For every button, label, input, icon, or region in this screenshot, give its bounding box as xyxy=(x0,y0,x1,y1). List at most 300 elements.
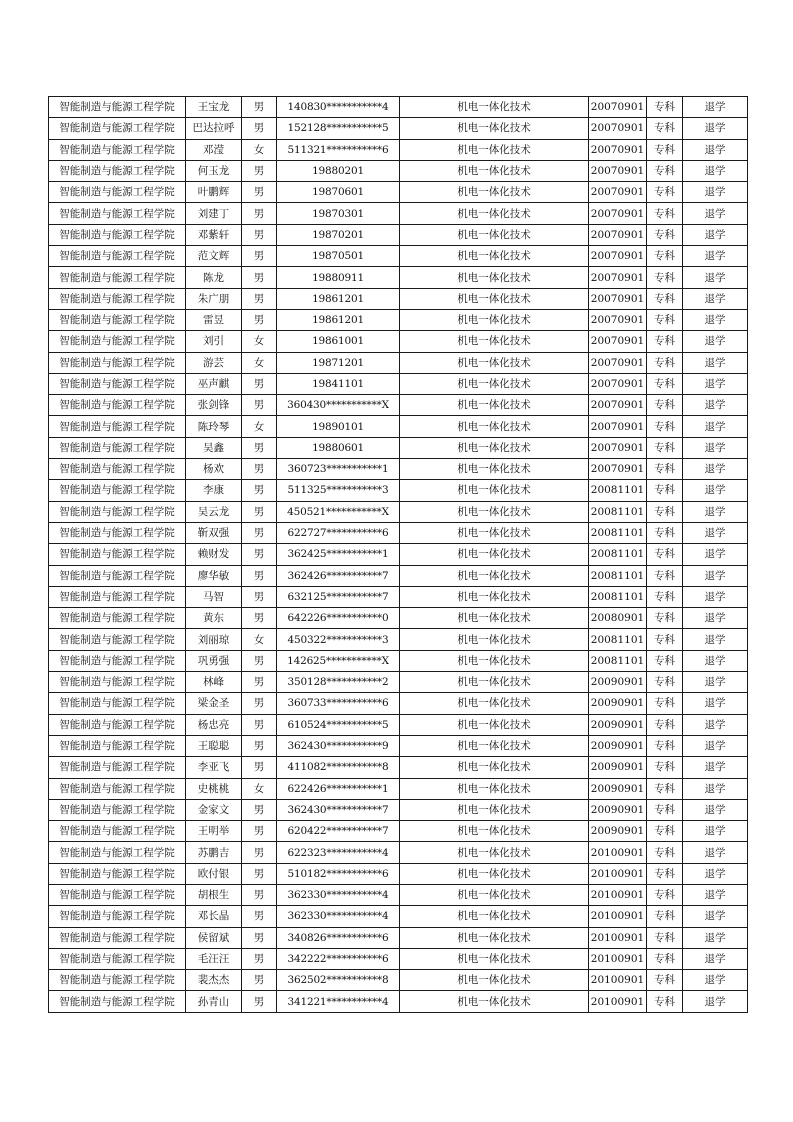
gender-cell: 女 xyxy=(242,629,277,650)
enrollment-date-cell: 20100901 xyxy=(589,948,647,969)
table-row xyxy=(49,586,748,607)
education-level-cell: 专科 xyxy=(647,948,683,969)
student-name-cell: 范文辉 xyxy=(186,246,242,267)
student-name-cell: 林峰 xyxy=(186,672,242,693)
student-name-cell: 游芸 xyxy=(186,352,242,373)
student-name-cell: 李亚飞 xyxy=(186,757,242,778)
education-level-cell: 专科 xyxy=(647,160,683,181)
education-level-cell: 专科 xyxy=(647,352,683,373)
table-row xyxy=(49,224,748,245)
student-name-cell: 靳双强 xyxy=(186,522,242,543)
status-cell: 退学 xyxy=(683,714,748,735)
status-cell: 退学 xyxy=(683,948,748,969)
student-name-cell: 巴达拉呼 xyxy=(186,118,242,139)
education-level-cell: 专科 xyxy=(647,203,683,224)
gender-cell: 男 xyxy=(242,203,277,224)
table-row xyxy=(49,906,748,927)
student-name-cell: 史桃桃 xyxy=(186,778,242,799)
status-cell: 退学 xyxy=(683,352,748,373)
enrollment-date-cell: 20100901 xyxy=(589,927,647,948)
education-level-cell: 专科 xyxy=(647,97,683,118)
status-cell: 退学 xyxy=(683,757,748,778)
major-cell: 机电一体化技术 xyxy=(400,437,589,458)
id-number-cell: 19870301 xyxy=(277,203,400,224)
enrollment-date-cell: 20070901 xyxy=(589,352,647,373)
gender-cell: 男 xyxy=(242,160,277,181)
enrollment-date-cell: 20070901 xyxy=(589,139,647,160)
student-name-cell: 马智 xyxy=(186,586,242,607)
education-level-cell: 专科 xyxy=(647,991,683,1012)
status-cell: 退学 xyxy=(683,267,748,288)
college-cell: 智能制造与能源工程学院 xyxy=(49,437,186,458)
gender-cell: 男 xyxy=(242,480,277,501)
major-cell: 机电一体化技术 xyxy=(400,522,589,543)
student-name-cell: 邓滢 xyxy=(186,139,242,160)
gender-cell: 男 xyxy=(242,991,277,1012)
status-cell: 退学 xyxy=(683,395,748,416)
education-level-cell: 专科 xyxy=(647,672,683,693)
college-cell: 智能制造与能源工程学院 xyxy=(49,139,186,160)
college-cell: 智能制造与能源工程学院 xyxy=(49,714,186,735)
education-level-cell: 专科 xyxy=(647,522,683,543)
enrollment-date-cell: 20081101 xyxy=(589,544,647,565)
student-name-cell: 胡根生 xyxy=(186,884,242,905)
college-cell: 智能制造与能源工程学院 xyxy=(49,970,186,991)
gender-cell: 男 xyxy=(242,735,277,756)
table-row xyxy=(49,139,748,160)
enrollment-date-cell: 20090901 xyxy=(589,735,647,756)
college-cell: 智能制造与能源工程学院 xyxy=(49,182,186,203)
id-number-cell: 362430***********9 xyxy=(277,735,400,756)
college-cell: 智能制造与能源工程学院 xyxy=(49,395,186,416)
status-cell: 退学 xyxy=(683,629,748,650)
gender-cell: 男 xyxy=(242,799,277,820)
id-number-cell: 622323***********4 xyxy=(277,842,400,863)
status-cell: 退学 xyxy=(683,672,748,693)
student-name-cell: 王宝龙 xyxy=(186,97,242,118)
student-name-cell: 裴杰杰 xyxy=(186,970,242,991)
enrollment-date-cell: 20100901 xyxy=(589,842,647,863)
college-cell: 智能制造与能源工程学院 xyxy=(49,459,186,480)
id-number-cell: 362430***********7 xyxy=(277,799,400,820)
education-level-cell: 专科 xyxy=(647,906,683,927)
status-cell: 退学 xyxy=(683,586,748,607)
status-cell: 退学 xyxy=(683,118,748,139)
education-level-cell: 专科 xyxy=(647,650,683,671)
college-cell: 智能制造与能源工程学院 xyxy=(49,672,186,693)
major-cell: 机电一体化技术 xyxy=(400,650,589,671)
status-cell: 退学 xyxy=(683,309,748,330)
enrollment-date-cell: 20070901 xyxy=(589,437,647,458)
id-number-cell: 362502***********8 xyxy=(277,970,400,991)
table-row xyxy=(49,160,748,181)
college-cell: 智能制造与能源工程学院 xyxy=(49,608,186,629)
college-cell: 智能制造与能源工程学院 xyxy=(49,501,186,522)
table-row xyxy=(49,842,748,863)
enrollment-date-cell: 20090901 xyxy=(589,693,647,714)
major-cell: 机电一体化技术 xyxy=(400,608,589,629)
enrollment-date-cell: 20090901 xyxy=(589,714,647,735)
education-level-cell: 专科 xyxy=(647,309,683,330)
college-cell: 智能制造与能源工程学院 xyxy=(49,224,186,245)
gender-cell: 男 xyxy=(242,863,277,884)
major-cell: 机电一体化技术 xyxy=(400,884,589,905)
college-cell: 智能制造与能源工程学院 xyxy=(49,948,186,969)
student-name-cell: 侯留斌 xyxy=(186,927,242,948)
enrollment-date-cell: 20081101 xyxy=(589,501,647,522)
enrollment-date-cell: 20070901 xyxy=(589,416,647,437)
college-cell: 智能制造与能源工程学院 xyxy=(49,352,186,373)
gender-cell: 男 xyxy=(242,821,277,842)
id-number-cell: 510182***********6 xyxy=(277,863,400,884)
college-cell: 智能制造与能源工程学院 xyxy=(49,629,186,650)
table-row xyxy=(49,373,748,394)
gender-cell: 男 xyxy=(242,182,277,203)
table-row xyxy=(49,97,748,118)
major-cell: 机电一体化技术 xyxy=(400,352,589,373)
major-cell: 机电一体化技术 xyxy=(400,693,589,714)
major-cell: 机电一体化技术 xyxy=(400,459,589,480)
status-cell: 退学 xyxy=(683,778,748,799)
major-cell: 机电一体化技术 xyxy=(400,118,589,139)
id-number-cell: 622727***********6 xyxy=(277,522,400,543)
table-row xyxy=(49,480,748,501)
education-level-cell: 专科 xyxy=(647,416,683,437)
table-row xyxy=(49,203,748,224)
student-name-cell: 巫声麒 xyxy=(186,373,242,394)
student-name-cell: 王明举 xyxy=(186,821,242,842)
major-cell: 机电一体化技术 xyxy=(400,629,589,650)
college-cell: 智能制造与能源工程学院 xyxy=(49,118,186,139)
major-cell: 机电一体化技术 xyxy=(400,842,589,863)
table-row xyxy=(49,395,748,416)
gender-cell: 男 xyxy=(242,757,277,778)
enrollment-date-cell: 20070901 xyxy=(589,118,647,139)
table-row xyxy=(49,821,748,842)
id-number-cell: 140830***********4 xyxy=(277,97,400,118)
table-row xyxy=(49,650,748,671)
major-cell: 机电一体化技术 xyxy=(400,331,589,352)
education-level-cell: 专科 xyxy=(647,246,683,267)
education-level-cell: 专科 xyxy=(647,501,683,522)
enrollment-date-cell: 20100901 xyxy=(589,863,647,884)
education-level-cell: 专科 xyxy=(647,608,683,629)
student-name-cell: 梁金圣 xyxy=(186,693,242,714)
college-cell: 智能制造与能源工程学院 xyxy=(49,906,186,927)
student-name-cell: 雷昱 xyxy=(186,309,242,330)
status-cell: 退学 xyxy=(683,821,748,842)
id-number-cell: 620422***********7 xyxy=(277,821,400,842)
major-cell: 机电一体化技术 xyxy=(400,970,589,991)
table-row xyxy=(49,757,748,778)
id-number-cell: 511321***********6 xyxy=(277,139,400,160)
table-row xyxy=(49,288,748,309)
id-number-cell: 350128***********2 xyxy=(277,672,400,693)
education-level-cell: 专科 xyxy=(647,714,683,735)
gender-cell: 男 xyxy=(242,693,277,714)
gender-cell: 男 xyxy=(242,927,277,948)
status-cell: 退学 xyxy=(683,97,748,118)
status-cell: 退学 xyxy=(683,991,748,1012)
status-cell: 退学 xyxy=(683,182,748,203)
major-cell: 机电一体化技术 xyxy=(400,97,589,118)
education-level-cell: 专科 xyxy=(647,267,683,288)
id-number-cell: 360733***********6 xyxy=(277,693,400,714)
college-cell: 智能制造与能源工程学院 xyxy=(49,267,186,288)
enrollment-date-cell: 20090901 xyxy=(589,757,647,778)
major-cell: 机电一体化技术 xyxy=(400,203,589,224)
status-cell: 退学 xyxy=(683,970,748,991)
student-name-cell: 毛汪汪 xyxy=(186,948,242,969)
status-cell: 退学 xyxy=(683,373,748,394)
status-cell: 退学 xyxy=(683,544,748,565)
enrollment-date-cell: 20081101 xyxy=(589,565,647,586)
enrollment-date-cell: 20070901 xyxy=(589,224,647,245)
gender-cell: 男 xyxy=(242,672,277,693)
gender-cell: 男 xyxy=(242,288,277,309)
table-row xyxy=(49,416,748,437)
status-cell: 退学 xyxy=(683,863,748,884)
status-cell: 退学 xyxy=(683,501,748,522)
college-cell: 智能制造与能源工程学院 xyxy=(49,373,186,394)
education-level-cell: 专科 xyxy=(647,139,683,160)
student-name-cell: 刘建丁 xyxy=(186,203,242,224)
student-name-cell: 叶鹏辉 xyxy=(186,182,242,203)
table-row xyxy=(49,522,748,543)
education-level-cell: 专科 xyxy=(647,544,683,565)
enrollment-date-cell: 20070901 xyxy=(589,373,647,394)
enrollment-date-cell: 20081101 xyxy=(589,480,647,501)
gender-cell: 女 xyxy=(242,139,277,160)
table-row xyxy=(49,735,748,756)
major-cell: 机电一体化技术 xyxy=(400,416,589,437)
gender-cell: 男 xyxy=(242,544,277,565)
gender-cell: 男 xyxy=(242,608,277,629)
major-cell: 机电一体化技术 xyxy=(400,309,589,330)
college-cell: 智能制造与能源工程学院 xyxy=(49,565,186,586)
table-row xyxy=(49,501,748,522)
gender-cell: 男 xyxy=(242,906,277,927)
gender-cell: 男 xyxy=(242,970,277,991)
gender-cell: 女 xyxy=(242,416,277,437)
status-cell: 退学 xyxy=(683,288,748,309)
enrollment-date-cell: 20070901 xyxy=(589,331,647,352)
major-cell: 机电一体化技术 xyxy=(400,821,589,842)
college-cell: 智能制造与能源工程学院 xyxy=(49,778,186,799)
table-row xyxy=(49,693,748,714)
id-number-cell: 19880201 xyxy=(277,160,400,181)
enrollment-date-cell: 20070901 xyxy=(589,395,647,416)
table-row xyxy=(49,246,748,267)
table-row xyxy=(49,352,748,373)
status-cell: 退学 xyxy=(683,437,748,458)
major-cell: 机电一体化技术 xyxy=(400,906,589,927)
major-cell: 机电一体化技术 xyxy=(400,182,589,203)
student-name-cell: 黄东 xyxy=(186,608,242,629)
college-cell: 智能制造与能源工程学院 xyxy=(49,309,186,330)
table-row xyxy=(49,799,748,820)
id-number-cell: 19870501 xyxy=(277,246,400,267)
major-cell: 机电一体化技术 xyxy=(400,139,589,160)
student-name-cell: 刘引 xyxy=(186,331,242,352)
student-name-cell: 吴云龙 xyxy=(186,501,242,522)
id-number-cell: 19861201 xyxy=(277,309,400,330)
gender-cell: 男 xyxy=(242,565,277,586)
college-cell: 智能制造与能源工程学院 xyxy=(49,288,186,309)
withdrawal-roster-table xyxy=(48,96,748,1013)
major-cell: 机电一体化技术 xyxy=(400,586,589,607)
table-row xyxy=(49,629,748,650)
id-number-cell: 19861201 xyxy=(277,288,400,309)
college-cell: 智能制造与能源工程学院 xyxy=(49,927,186,948)
college-cell: 智能制造与能源工程学院 xyxy=(49,799,186,820)
education-level-cell: 专科 xyxy=(647,778,683,799)
student-name-cell: 吴鑫 xyxy=(186,437,242,458)
status-cell: 退学 xyxy=(683,416,748,437)
college-cell: 智能制造与能源工程学院 xyxy=(49,480,186,501)
enrollment-date-cell: 20081101 xyxy=(589,522,647,543)
student-name-cell: 赖财发 xyxy=(186,544,242,565)
education-level-cell: 专科 xyxy=(647,288,683,309)
id-number-cell: 19870601 xyxy=(277,182,400,203)
college-cell: 智能制造与能源工程学院 xyxy=(49,416,186,437)
gender-cell: 男 xyxy=(242,586,277,607)
table-row xyxy=(49,884,748,905)
table-row xyxy=(49,714,748,735)
status-cell: 退学 xyxy=(683,927,748,948)
table-row xyxy=(49,608,748,629)
college-cell: 智能制造与能源工程学院 xyxy=(49,586,186,607)
id-number-cell: 19880911 xyxy=(277,267,400,288)
major-cell: 机电一体化技术 xyxy=(400,927,589,948)
roster-body xyxy=(49,97,748,1013)
table-row xyxy=(49,970,748,991)
status-cell: 退学 xyxy=(683,480,748,501)
enrollment-date-cell: 20070901 xyxy=(589,459,647,480)
education-level-cell: 专科 xyxy=(647,586,683,607)
gender-cell: 男 xyxy=(242,459,277,480)
id-number-cell: 342222***********6 xyxy=(277,948,400,969)
enrollment-date-cell: 20081101 xyxy=(589,586,647,607)
table-row xyxy=(49,565,748,586)
college-cell: 智能制造与能源工程学院 xyxy=(49,97,186,118)
table-row xyxy=(49,437,748,458)
gender-cell: 男 xyxy=(242,842,277,863)
id-number-cell: 610524***********5 xyxy=(277,714,400,735)
college-cell: 智能制造与能源工程学院 xyxy=(49,246,186,267)
student-name-cell: 陈龙 xyxy=(186,267,242,288)
education-level-cell: 专科 xyxy=(647,182,683,203)
table-row xyxy=(49,459,748,480)
id-number-cell: 362330***********4 xyxy=(277,906,400,927)
student-name-cell: 朱广朋 xyxy=(186,288,242,309)
student-name-cell: 孙青山 xyxy=(186,991,242,1012)
student-name-cell: 王聪聪 xyxy=(186,735,242,756)
student-name-cell: 巩勇强 xyxy=(186,650,242,671)
education-level-cell: 专科 xyxy=(647,970,683,991)
major-cell: 机电一体化技术 xyxy=(400,735,589,756)
major-cell: 机电一体化技术 xyxy=(400,799,589,820)
enrollment-date-cell: 20090901 xyxy=(589,778,647,799)
student-name-cell: 杨欢 xyxy=(186,459,242,480)
major-cell: 机电一体化技术 xyxy=(400,991,589,1012)
gender-cell: 男 xyxy=(242,501,277,522)
enrollment-date-cell: 20070901 xyxy=(589,309,647,330)
id-number-cell: 341221***********4 xyxy=(277,991,400,1012)
education-level-cell: 专科 xyxy=(647,395,683,416)
gender-cell: 男 xyxy=(242,650,277,671)
gender-cell: 男 xyxy=(242,948,277,969)
id-number-cell: 360430***********X xyxy=(277,395,400,416)
table-row xyxy=(49,182,748,203)
status-cell: 退学 xyxy=(683,565,748,586)
college-cell: 智能制造与能源工程学院 xyxy=(49,842,186,863)
education-level-cell: 专科 xyxy=(647,884,683,905)
education-level-cell: 专科 xyxy=(647,799,683,820)
enrollment-date-cell: 20081101 xyxy=(589,629,647,650)
id-number-cell: 360723***********1 xyxy=(277,459,400,480)
major-cell: 机电一体化技术 xyxy=(400,288,589,309)
status-cell: 退学 xyxy=(683,224,748,245)
gender-cell: 男 xyxy=(242,395,277,416)
major-cell: 机电一体化技术 xyxy=(400,395,589,416)
student-name-cell: 苏鹏吉 xyxy=(186,842,242,863)
gender-cell: 男 xyxy=(242,437,277,458)
education-level-cell: 专科 xyxy=(647,735,683,756)
major-cell: 机电一体化技术 xyxy=(400,544,589,565)
college-cell: 智能制造与能源工程学院 xyxy=(49,991,186,1012)
id-number-cell: 19841101 xyxy=(277,373,400,394)
status-cell: 退学 xyxy=(683,203,748,224)
student-name-cell: 金家文 xyxy=(186,799,242,820)
student-name-cell: 李康 xyxy=(186,480,242,501)
major-cell: 机电一体化技术 xyxy=(400,778,589,799)
major-cell: 机电一体化技术 xyxy=(400,373,589,394)
status-cell: 退学 xyxy=(683,735,748,756)
enrollment-date-cell: 20090901 xyxy=(589,799,647,820)
education-level-cell: 专科 xyxy=(647,480,683,501)
table-row xyxy=(49,267,748,288)
id-number-cell: 19870201 xyxy=(277,224,400,245)
education-level-cell: 专科 xyxy=(647,757,683,778)
gender-cell: 男 xyxy=(242,309,277,330)
table-row xyxy=(49,672,748,693)
education-level-cell: 专科 xyxy=(647,693,683,714)
table-row xyxy=(49,927,748,948)
major-cell: 机电一体化技术 xyxy=(400,863,589,884)
id-number-cell: 632125***********7 xyxy=(277,586,400,607)
id-number-cell: 642226***********0 xyxy=(277,608,400,629)
major-cell: 机电一体化技术 xyxy=(400,565,589,586)
id-number-cell: 362426***********7 xyxy=(277,565,400,586)
gender-cell: 男 xyxy=(242,522,277,543)
table-row xyxy=(49,778,748,799)
major-cell: 机电一体化技术 xyxy=(400,501,589,522)
enrollment-date-cell: 20070901 xyxy=(589,246,647,267)
college-cell: 智能制造与能源工程学院 xyxy=(49,331,186,352)
enrollment-date-cell: 20100901 xyxy=(589,906,647,927)
education-level-cell: 专科 xyxy=(647,224,683,245)
gender-cell: 男 xyxy=(242,224,277,245)
table-row xyxy=(49,544,748,565)
id-number-cell: 19880601 xyxy=(277,437,400,458)
status-cell: 退学 xyxy=(683,799,748,820)
enrollment-date-cell: 20081101 xyxy=(589,650,647,671)
id-number-cell: 19890101 xyxy=(277,416,400,437)
education-level-cell: 专科 xyxy=(647,927,683,948)
education-level-cell: 专科 xyxy=(647,437,683,458)
enrollment-date-cell: 20070901 xyxy=(589,267,647,288)
